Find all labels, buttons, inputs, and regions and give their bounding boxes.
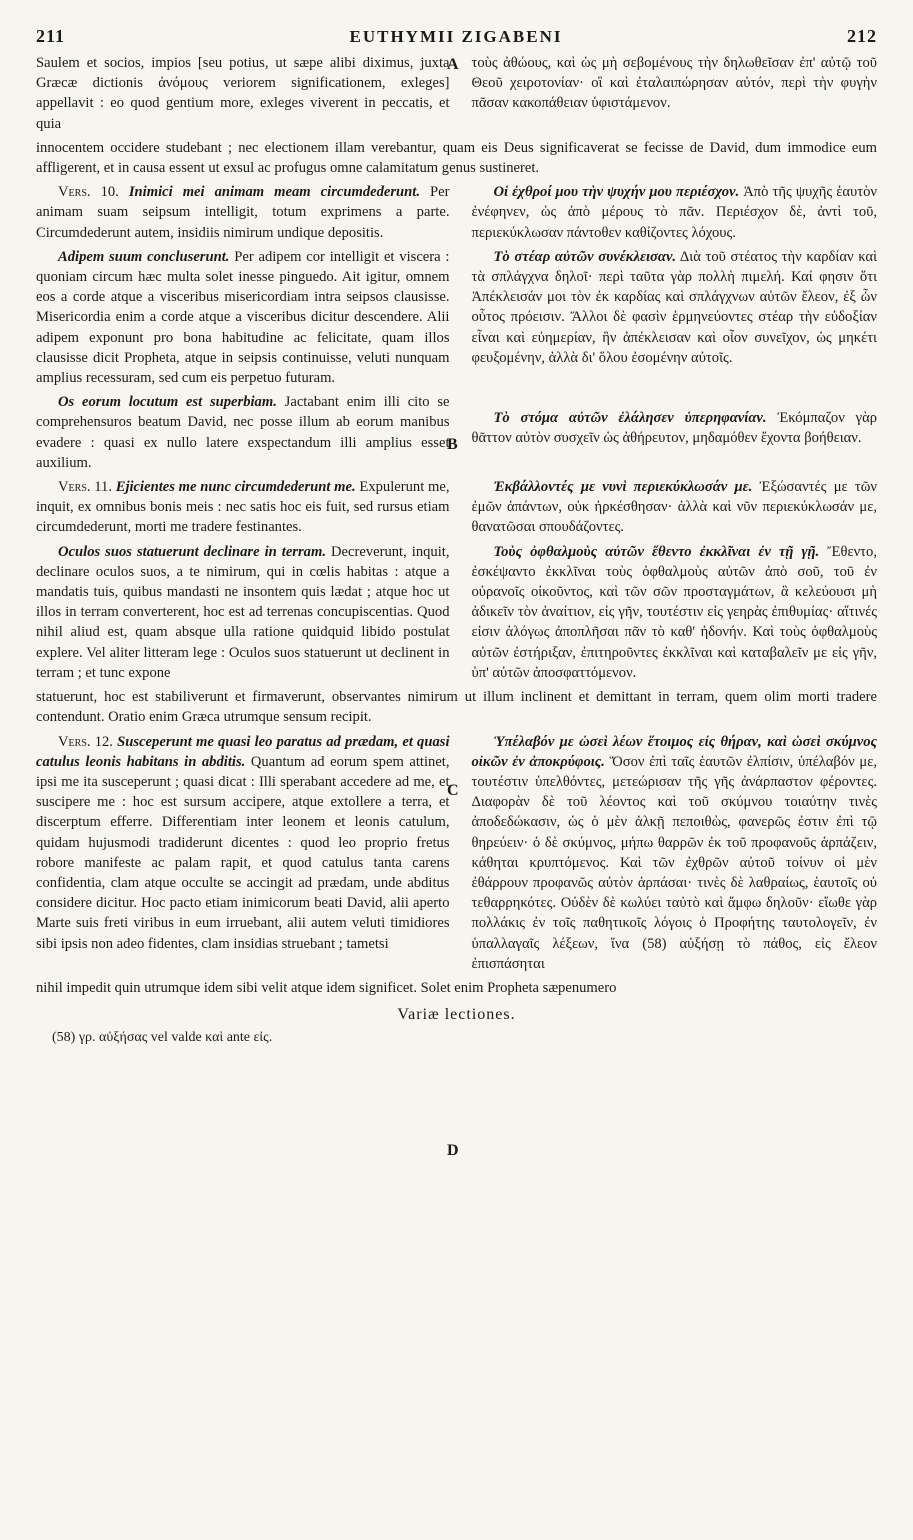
commentary: Ἀπὸ τῆς ψυχῆς ἑαυτὸν ἐνέφηνεν, ὡς ἀπὸ μέρους τὸ πᾶν. Περιέσχον δὲ, ἀντὶ τοῦ, περιεκύκλωσαν πάντοθεν καθίζοντες λόχους. (471, 184, 877, 241)
lemma: Os eorum locutum est superbiam. (58, 394, 277, 411)
commentary: Ἐκόμπαζον γὰρ θᾶττον αὐτὸν συσχεῖν ὡς ἀθήρευτον, μηδαμόθεν ἔχοντα βοήθειαν. (471, 410, 877, 447)
commentary: Expulerunt me, inquit, ex omnibus bonis meis : nec satis hoc eis fuit, sed rursus etiam circumdederunt, morti me tradere festinantes. (36, 479, 450, 536)
verse-number: Vers. 11. (58, 479, 112, 496)
commentary: Quantum ad eorum spem attinet, ipsi me ita susceperunt ; quasi dicat : Illi sperabant accedere ad me, et suscipere me : hoc est sursum accipere, atque extollere a terra, et discerptum efferre. Differentiam inter leonem et leonis catulum, quidam hujusmodi tradiderunt dicentes : quod leo proprio fretus robore manifeste ac palam rapit, et quod catulus tanta carens confidentia, clam atque occulte se accingit ad prædam, unde abditus considere dicitur. Hoc pacto etiam inimicorum beati David, alii aperto Marte suis freti viribus in eum irruebant, alii autem veluti timidiores sibi ipsis non adeo fidentes, clam insidias struebant ; tametsi (36, 753, 450, 952)
greek-column (472, 182, 878, 477)
running-header (36, 26, 877, 47)
commentary: Per animam suam seipsum intelligit, totum exprimens a parte. Circumdederunt autem, insidiis nimirum undique depositis. (36, 184, 450, 241)
latin-column (36, 182, 450, 477)
latin-paragraph (36, 392, 450, 473)
lemma: Τὸ στέαρ αὐτῶν συνέκλεισαν. (493, 248, 677, 265)
greek-paragraph (472, 182, 878, 243)
latin-column (36, 477, 450, 687)
lemma: Τοὺς ὀφθαλμοὺς αὐτῶν ἔθεντο ἐκκλῖναι ἐν τῇ γῇ. (493, 543, 820, 560)
marker-b: B (447, 436, 458, 453)
lemma: Susceperunt me quasi leo paratus ad prædam, et quasi catulus leonis habitans in abditis. (36, 733, 450, 770)
marker-d: D (447, 1142, 459, 1159)
commentary: Per adipem cor intelligit et viscera : quoniam circum hæc multa solet inesse pinguedo. Ait igitur, omnem eos a corde atque a visceribus misericordiam intra seipsos clausisse. Misericordia enim a corde atque a visceribus dicitur descendere. Alii adipem exponunt pro bona habitudine ac felicitate, quam illos clausisse dicit Propheta, atque in seipsis continuisse, veluti nunquam amplius recessuram, sed cum eis perpetuo futuram. (36, 248, 450, 387)
verse-12-block (36, 732, 877, 978)
greek-paragraph (472, 247, 878, 368)
page-number-right: 212 (847, 26, 877, 46)
latin-paragraph: Saulem et socios, impios [seu potius, ut sæpe alibi diximus, juxta Græcæ dictionis ἀνόμους veriorem significationem, exleges] appellavit : eo quod gentium more, exleges viverent in peccatis, et quia (36, 55, 450, 132)
lemma: Ejicientes me nunc circumdederunt me. (115, 479, 356, 496)
commentary: Ὅσον ἐπὶ ταῖς ἑαυτῶν ἐλπίσιν, ὑπέλαβόν με, τουτέστιν ὑπελθόντες, μετεώρισαν τῆς γῆς ἀνάρπαστον φέροντες. Διαφορὰν δὲ τοῦ λέοντος καὶ τοῦ σκύμνου τοιαύτην τινὲς ἀποδεδώκασιν, ὡς ὁ μὲν ἀλκῇ πεποιθὼς, φανερῶς ἐστιν ἐπὶ τῷ θηρεύειν· ὁ δὲ σκύμνος, μήπω θαρρῶν ἐκ τοῦ προφανοῦς ἁρπάζειν, κάθηται κρυπτόμενος. Καὶ τῶν ἐχθρῶν αὐτοῦ τοίνυν οἱ μὲν ἐθάρρουν προφανῶς αὐτὸν ἁρπάσαι· τινὲς δὲ λαθραίως, ἑαυτοῖς οὐ τεθαρρηκότες. Οὐδὲν δὲ κωλύει ταὐτὸ καὶ ἄμφω δηλοῦν· εἴωθε γὰρ πολλάκις ἐν τοῖς παθητικοῖς λόγοις ὁ Προφήτης ταυτολογεῖν, ἐν ὑπαλλαγαῖς λέξεων, ἵνα (58) αὐξήσῃ τὸ πάθος, εἰς ἔλεον ἐπισπάσηται (471, 753, 877, 972)
greek-paragraph: τοὺς ἀθώους, καὶ ὡς μὴ σεβομένους τὴν δηλωθεῖσαν ἐπ' αὐτῷ τοῦ Θεοῦ χειροτονίαν· οἳ καὶ ἐταλαιπώρησαν αὐτόν, περὶ τὴν φυγὴν πᾶσαν κακοπάθειαν ὑφιστάμενον. (471, 55, 877, 112)
marker-c: C (447, 782, 459, 799)
greek-paragraph (472, 477, 878, 538)
footnote: (58) γρ. αὐξήσας vel valde καὶ ante εἰς. (52, 1030, 273, 1046)
commentary: Διὰ τοῦ στέατος τὴν καρδίαν καὶ τὰ σπλάγχνα δηλοῖ· περὶ ταῦτα γὰρ πολλὴ πιμελή. Καί φησιν ὅτι Ἀπέκλεισάν μοι τὸν ἐκ καρδίας καὶ σπλάγχνων αὐτῶν ἔλεον, ἐξ ὧν οὗτος πρόεισιν. Ἄλλοι δὲ φασὶν ἑρμηνεύοντες στέαρ τὴν εὐδοξίαν εἶναι καὶ εὐημερίαν, ἣν ἀπέκλεισαν καὶ οἷον συνεῖχον, ὡς μηκέτι φευξομένην, ἀλλὰ δι' ὅλου ἐσομένην αὐτοῖς. (471, 248, 877, 366)
running-title: EUTHYMII ZIGABENI (349, 27, 563, 46)
greek-column (472, 732, 878, 978)
lemma: Ἐκβάλλοντές με νυνὶ περιεκύκλωσάν με. (493, 479, 753, 496)
commentary: Jactabant enim illi cito se comprehensuros beatum David, nec posse illum ab eorum manibus evadere : quasi ex nullo latere exspectandum illi amplius esset auxilium. (36, 394, 450, 471)
lemma: Oculos suos statuerunt declinare in terram. (58, 543, 326, 560)
latin-paragraph (36, 182, 450, 243)
marker-a: A (447, 56, 459, 73)
full-width-paragraph: statuerunt, hoc est stabiliverunt et firmaverunt, observantes nimirum ut illum inclinent et demittant in terram, quem olim morti tradere contendunt. Oratio enim Græca utrumque sensum recipit. (36, 689, 877, 726)
lemma: Ὑπέλαβόν με ὡσεὶ λέων ἕτοιμος εἰς θήραν, καὶ ὡσεὶ σκύμνος οἰκῶν ἐν ἀποκρύφοις. (471, 733, 877, 770)
latin-paragraph (36, 732, 450, 954)
verse-number: Vers. 12. (58, 733, 113, 750)
commentary: Ἐξώσαντές με τῶν ἐμῶν ἁπάντων, οὐκ ἠρκέσθησαν· ἀλλὰ καὶ νῦν περιεκύκλωσάν με, θανατῶσαι σπουδάζοντες. (471, 479, 877, 536)
lemma: Οἱ ἐχθροί μου τὴν ψυχήν μου περιέσχον. (493, 184, 740, 201)
verse-11-block (36, 477, 877, 687)
greek-column (472, 477, 878, 687)
latin-column (36, 53, 450, 138)
full-width-paragraph: nihil impedit quin utrumque idem sibi velit atque idem significet. Solet enim Propheta sæpenumero (36, 979, 617, 996)
commentary: Decreverunt, inquit, declinare oculos suos, a te nimirum, qui in cœlis habitas : atque a mandatis tuis, quibus mandasti ne insontem quis lædat ; atque hoc ut illos in terram converterent, hoc est ad terrenas concupiscentias. Quod nihil aliud est, quam absque ulla ratione quidquid libido postulat explere. Vel aliter litteram lege : Oculos suos statuerunt ut declinent in terram ; et tunc expone (36, 543, 450, 681)
verse-10-block (36, 182, 877, 477)
variae-lectiones-heading: Variæ lectiones. (397, 1006, 516, 1024)
latin-paragraph (36, 247, 450, 388)
lemma: Adipem suum concluserunt. (58, 248, 230, 265)
greek-paragraph (472, 542, 878, 683)
lemma: Inimici mei animam meam circumdederunt. (128, 184, 420, 201)
verse-number: Vers. 10. (58, 184, 119, 201)
page-number-left: 211 (36, 26, 66, 46)
greek-paragraph (472, 732, 878, 974)
lemma: Τὸ στόμα αὐτῶν ἐλάλησεν ὑπερηφανίαν. (493, 410, 767, 427)
full-width-paragraph: innocentem occidere studebant ; nec electionem illam verebantur, quam eis Deus significaverat se fecisse de David, dum immodice eum affligerent, et in causa essent ut exsul ac profugus omne calamitatum genus sustineret. (36, 139, 877, 177)
latin-paragraph (36, 542, 450, 683)
greek-column (472, 53, 878, 138)
latin-column (36, 732, 450, 978)
greek-paragraph (472, 408, 878, 448)
latin-paragraph (36, 477, 450, 538)
commentary: Ἔθεντο, ἐσκέψαντο ἐκκλῖναι τοὺς ὀφθαλμοὺς αὐτῶν ἀπὸ σοῦ, τοῦ ἐν οὐρανοῖς οἰκοῦντος, καὶ τῶν σῶν προσταγμάτων, ἃ κελεύουσι μὴ ἀδικεῖν τὸν ἀναίτιον, εἰς γῆν, τουτέστιν εἰς γεηρὰς ἐπιθυμίας· αἵτινές εἰσιν ἀλόγως ἀποπλῆσαι πᾶν τὸ καθ' ἡδονήν. Καὶ τοὺς ὀφθαλμοὺς αὐτῶν ἐστήριξαν, ἐπιτηροῦντες ἐκκλῖναι καὶ καταβαλεῖν με εἰς γῆν, ὑπ' αὐτῶν ἀποσφαττόμενον. (471, 543, 877, 681)
